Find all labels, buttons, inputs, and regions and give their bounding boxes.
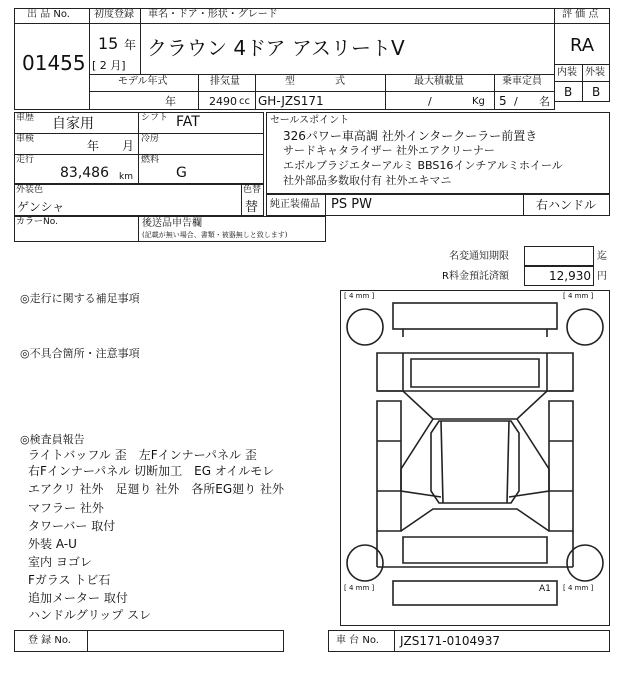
year-unit: 年 [124,38,137,52]
aircon-label: 冷房 [141,134,160,144]
inspector-label: ◎検査員報告 [20,433,85,446]
capacity-slash: / [514,95,518,108]
equipment-label: 純正装備品 [270,199,320,210]
exterior-grade: B [592,85,601,99]
rear-bumper-panel [393,581,557,605]
sales-point-line: 社外部品多数取付有 社外エキマニ [283,174,452,187]
interior-label: 内装 [557,67,577,78]
model-code: GH-JZS171 [258,94,324,108]
roof-panel [431,421,519,503]
wheel-front-left [347,309,383,345]
color: ゲンシャ [17,200,65,214]
name-change-label: 名変通知期限 [449,251,509,262]
reg-no-label: 登 録 No. [28,635,71,646]
first-reg-month: [ 2 月] [92,59,126,72]
capacity: 5 [499,94,507,108]
car-diagram [340,290,610,626]
color-label: 外装色 [16,185,44,195]
model-year-suffix: 年 [165,95,176,108]
hood-panel [411,359,539,387]
tire-depth-rear-right: [ 4 mm ] [563,584,594,592]
name-change-field [524,246,594,266]
lot-no: 01455 [22,51,86,75]
first-reg-label: 初度登録 [94,9,134,20]
chassis-label: 車 台 No. [336,635,379,646]
sales-point-line: サードキャタライザー 社外エアクリーナー [283,144,495,157]
wheel-front-right [567,309,603,345]
later-report-label: 後送品申告欄 [142,218,202,229]
inspector-line: ハンドルグリップ スレ [28,608,152,622]
steering: 右ハンドル [536,198,597,212]
inspector-line: 追加メーター 取付 [28,591,128,605]
inspector-line: 室内 ヨゴレ [28,555,92,569]
history-label: 車歴 [16,113,35,123]
chassis-no: JZS171-0104937 [400,634,501,648]
inspector-line: 右Fインナーパネル 切断加工 EG オイルモレ [28,464,275,478]
max-load-label: 最大積載量 [414,76,464,87]
fuel: G [176,165,187,181]
exterior-label: 外装 [585,67,605,78]
color-no-label: カラーNo. [16,217,58,227]
load-slash: / [428,95,432,108]
kg-unit: Kg [472,96,485,107]
defects-label: ◎不具合箇所・注意事項 [20,347,140,360]
sales-points-label: セールスポイント [270,115,350,126]
recycle-unit: 円 [597,271,607,282]
interior-grade: B [564,85,573,99]
inspector-line: タワーバー 取付 [28,519,116,533]
inspector-line: Fガラス トビ石 [28,573,111,587]
capacity-label: 乗車定員 [502,76,542,87]
shift-label: シフト [141,113,169,123]
recycle-label: R料金預託済額 [442,271,509,282]
history: 自家用 [52,116,94,132]
color-change-label: 色替 [243,185,262,195]
grade-label: 評 価 点 [562,9,599,20]
grade-score: RA [570,35,595,56]
inspector-line: マフラー 社外 [28,501,104,515]
later-report-note: (記載が無い場合、書類・被器無しと致します) [142,231,288,239]
mileage: 83,486 [60,165,109,181]
color-change: 替 [245,200,259,215]
inspection-month-unit: 月 [122,139,135,153]
model-label: 型 式 [285,76,345,87]
car-name: クラウン 4ドア アスリートV [147,36,405,60]
car-outline-graphic [341,291,609,625]
mileage-unit: km [119,172,133,182]
lot-no-label: 出 品 No. [27,9,70,20]
capacity-unit: 名 [539,95,550,108]
inspector-line: ライトバッフル 歪 左Fインナーパネル 歪 [28,448,257,462]
model-year-label: モデル年式 [118,76,168,87]
damage-mark-rear: A1 [539,584,551,594]
trunk-panel [403,537,547,563]
front-bumper-panel [393,303,557,329]
tire-depth-front-left: [ 4 mm ] [344,292,375,300]
displacement: 2490 [209,95,237,108]
tire-depth-rear-left: [ 4 mm ] [344,584,375,592]
inspector-line: 外装 A-U [28,537,77,551]
recycle-amount: 12,930 [549,269,591,283]
first-reg-year: 15 [98,34,119,53]
mileage-label: 走行 [16,155,35,165]
name-label: 車名・ドア・形状・グレード [148,9,278,20]
driving-remarks-label: ◎走行に関する補足事項 [20,292,140,305]
fuel-label: 燃料 [141,155,160,165]
cc-unit: cc [239,96,250,107]
shift: FAT [176,114,200,130]
sales-point-line: エボルブラジエターアルミ BBS16インチアルミホイール [283,159,563,172]
equipment: PS PW [331,197,372,212]
inspection-year-unit: 年 [87,139,100,153]
name-change-unit: 迄 [597,251,607,262]
displacement-label: 排気量 [210,76,240,87]
sales-point-line: 326パワー車高調 社外インタークーラー前置き [283,129,538,143]
inspector-line: エアクリ 社外 足廻り 社外 各所EG廻り 社外 [28,482,284,496]
tire-depth-front-right: [ 4 mm ] [563,292,594,300]
inspection-label: 車検 [16,134,35,144]
